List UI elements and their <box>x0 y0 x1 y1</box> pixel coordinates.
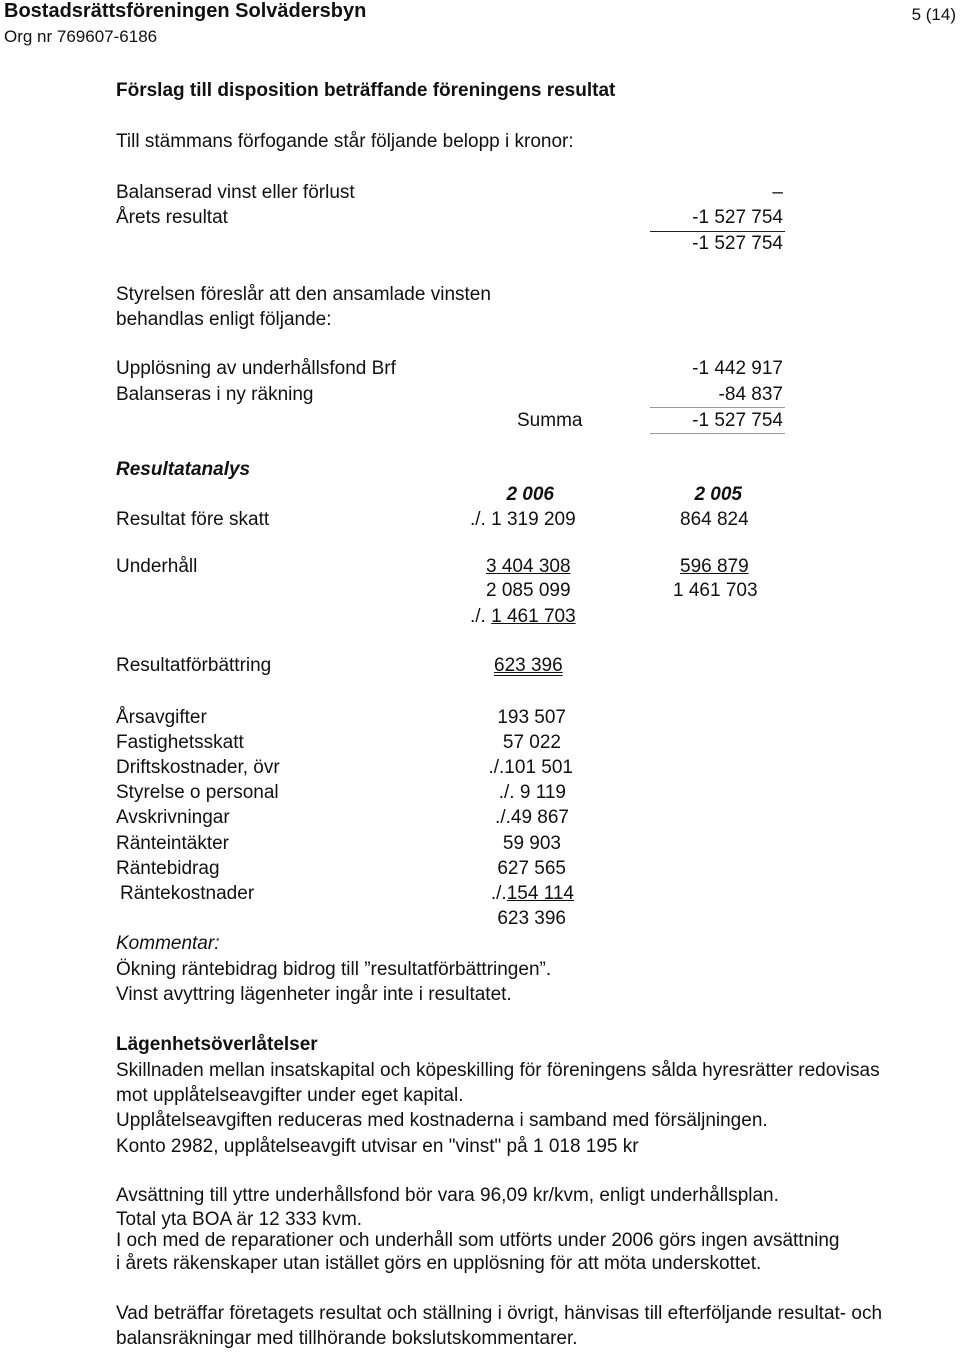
alloc-value: -84 837 <box>718 384 783 405</box>
result-value-2005: 864 824 <box>680 509 749 530</box>
comment-title: Kommentar: <box>116 933 220 954</box>
sum-rule-bottom <box>650 433 785 434</box>
item-value: ./. 9 119 <box>498 782 566 803</box>
subtotal-rule <box>650 231 785 232</box>
sum-label: Summa <box>517 410 583 431</box>
underhall-2006-c <box>470 606 576 628</box>
result-label: Resultat före skatt <box>116 509 270 530</box>
fund-line: I och med de reparationer och underhåll som utförts under 2006 görs ingen avsättning <box>116 1230 840 1251</box>
item-label: Årsavgifter <box>116 707 207 728</box>
row-value: – <box>772 182 783 203</box>
transfers-line: Skillnaden mellan insatskapital och köpeskilling för föreningens sålda hyresrätter redovisas <box>116 1060 880 1081</box>
item-value: 57 022 <box>502 732 561 753</box>
subtotal-value: -1 527 754 <box>692 233 783 254</box>
row-label: Årets resultat <box>116 207 228 228</box>
org-number: Org nr 769607-6186 <box>4 27 158 46</box>
closing-line: Vad beträffar företagets resultat och ställning i övrigt, hänvisas till efterföljande resultat- och <box>116 1303 883 1324</box>
disposition-title: Förslag till disposition beträffande föreningens resultat <box>116 80 616 101</box>
item-value: 59 903 <box>502 833 561 854</box>
alloc-label: Balanseras i ny räkning <box>116 384 314 405</box>
minus-prefix: ./. <box>490 883 507 904</box>
comment-line: Vinst avyttring lägenheter ingår inte i resultatet. <box>116 984 512 1005</box>
row-value: -1 527 754 <box>692 207 783 228</box>
alloc-value: -1 442 917 <box>692 358 783 379</box>
item-label: Avskrivningar <box>116 807 230 828</box>
alloc-label: Upplösning av underhållsfond Brf <box>116 358 396 379</box>
item-label: Räntebidrag <box>116 858 220 879</box>
comment-line: Ökning räntebidrag bidrog till ”resultatförbättringen”. <box>116 959 552 980</box>
item-value: 193 507 <box>497 707 566 728</box>
item-value <box>440 883 574 905</box>
proposal-line: behandlas enligt följande: <box>116 309 332 330</box>
transfers-line: mot upplåtelseavgifter under eget kapital. <box>116 1085 464 1106</box>
fund-line: i årets räkenskaper utan istället görs en upplösning för att möta underskottet. <box>116 1253 762 1274</box>
item-label: Driftskostnader, övr <box>116 757 280 778</box>
underhall-2006-c-value: 1 461 703 <box>491 606 576 627</box>
transfers-line: Konto 2982, upplåtelseavgift utvisar en "vinst" på 1 018 195 kr <box>116 1136 639 1157</box>
fund-line: Total yta BOA är 12 333 kvm. <box>116 1209 363 1230</box>
forbattring-value: 623 396 <box>494 655 563 676</box>
underhall-label: Underhåll <box>116 556 198 577</box>
item-value: 627 565 <box>497 858 566 879</box>
sum-rule-top <box>650 407 785 408</box>
disposition-intro: Till stämmans förfogande står följande belopp i kronor: <box>116 131 574 152</box>
item-label: Räntekostnader <box>120 883 255 904</box>
items-total: 623 396 <box>497 908 566 929</box>
item-value-amount: 154 114 <box>506 883 574 904</box>
item-label: Styrelse o personal <box>116 782 279 803</box>
item-label: Ränteintäkter <box>116 833 230 854</box>
item-value: ./.49 867 <box>495 807 569 828</box>
underhall-2005-a: 596 879 <box>680 556 749 577</box>
row-label: Balanserad vinst eller förlust <box>116 182 355 203</box>
forbattring-label: Resultatförbättring <box>116 655 272 676</box>
year-col-2: 2 005 <box>694 484 742 505</box>
minus-prefix: ./. <box>470 606 492 627</box>
sum-value: -1 527 754 <box>692 410 783 431</box>
proposal-line: Styrelsen föreslår att den ansamlade vinsten <box>116 284 491 305</box>
org-name: Bostadsrättsföreningen Solvädersbyn <box>4 0 367 22</box>
item-label: Fastighetsskatt <box>116 732 244 753</box>
item-value: ./.101 501 <box>488 757 573 778</box>
underhall-2006-a: 3 404 308 <box>486 556 571 577</box>
transfers-title: Lägenhetsöverlåtelser <box>116 1034 318 1055</box>
fund-line: Avsättning till yttre underhållsfond bör vara 96,09 kr/kvm, enligt underhållsplan. <box>116 1185 779 1206</box>
underhall-2005-b: 1 461 703 <box>673 580 758 601</box>
closing-line: balansräkningar med tillhörande bokslutskommentarer. <box>116 1328 578 1349</box>
year-col-1: 2 006 <box>506 484 554 505</box>
page-number: 5 (14) <box>911 5 956 24</box>
result-value-2006: ./. 1 319 209 <box>470 509 576 530</box>
analysis-title: Resultatanalys <box>116 459 251 480</box>
underhall-2006-b: 2 085 099 <box>486 580 571 601</box>
transfers-line: Upplåtelseavgiften reduceras med kostnaderna i samband med försäljningen. <box>116 1110 768 1131</box>
